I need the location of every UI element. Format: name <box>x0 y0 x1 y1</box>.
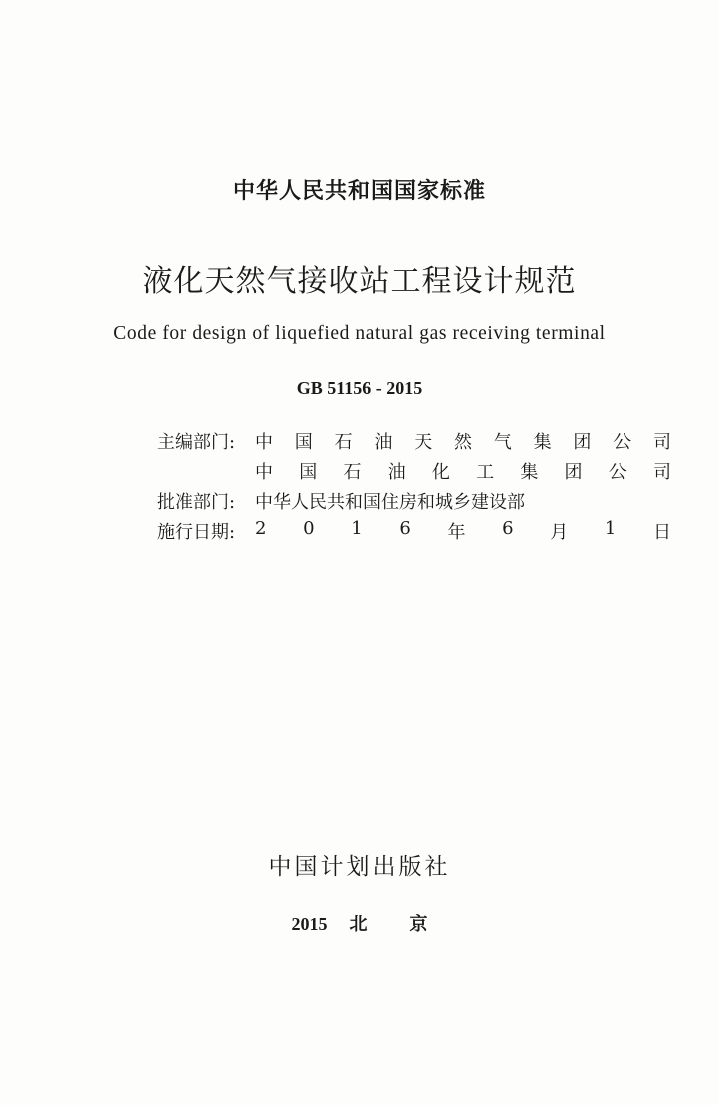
text-char: 日 <box>652 522 671 543</box>
text-char: 1 <box>604 518 617 539</box>
publisher-name: 中国计划出版社 <box>268 854 451 880</box>
effective-date <box>255 518 671 544</box>
text-char: 集 <box>533 432 552 453</box>
text-char: 中 <box>255 432 273 453</box>
text-char: 石 <box>343 462 362 483</box>
publication-city-char-2: 京 <box>409 914 428 934</box>
text-char: 司 <box>652 432 671 453</box>
text-char: 司 <box>652 462 671 483</box>
text-char: 年 <box>447 522 466 543</box>
effective-label: 施行日期: <box>157 522 236 543</box>
text-char: 2 <box>255 518 267 539</box>
chief-editors-label: 主编部门: <box>157 432 236 453</box>
publication-city-char-1: 北 <box>349 914 368 934</box>
approval-label: 批准部门: <box>157 492 236 513</box>
text-char: 团 <box>564 462 583 483</box>
text-char: 中 <box>255 462 273 483</box>
text-char: 气 <box>493 432 512 453</box>
text-char: 国 <box>299 462 318 483</box>
text-char: 国 <box>294 432 313 453</box>
approval-dept: 中华人民共和国住房和城乡建设部 <box>255 492 525 513</box>
text-char: 集 <box>520 462 539 483</box>
publication-year: 2015 <box>291 914 328 934</box>
text-char: 6 <box>502 518 514 539</box>
text-char: 公 <box>613 432 632 453</box>
chief-editor-1 <box>255 428 671 454</box>
text-char: 6 <box>399 518 411 539</box>
text-char: 油 <box>374 432 393 453</box>
text-char: 然 <box>453 432 472 453</box>
text-char: 油 <box>387 462 406 483</box>
text-char: 天 <box>414 432 433 453</box>
text-char: 月 <box>550 522 569 543</box>
text-char: 1 <box>351 518 363 539</box>
text-char: 0 <box>303 518 315 539</box>
text-char: 公 <box>608 462 627 483</box>
chief-editor-2 <box>255 458 671 484</box>
text-char: 石 <box>334 432 353 453</box>
text-char: 工 <box>476 462 495 483</box>
publication-place <box>0 910 719 936</box>
title-chinese: 液化天然气接收站工程设计规范 <box>142 264 577 299</box>
standard-number: GB 51156 - 2015 <box>296 378 423 398</box>
text-char: 团 <box>573 432 592 453</box>
text-char: 化 <box>431 462 450 483</box>
standard-series-heading: 中华人民共和国国家标准 <box>232 179 486 204</box>
title-english: Code for design of liquefied natural gas receiving terminal <box>113 323 606 344</box>
